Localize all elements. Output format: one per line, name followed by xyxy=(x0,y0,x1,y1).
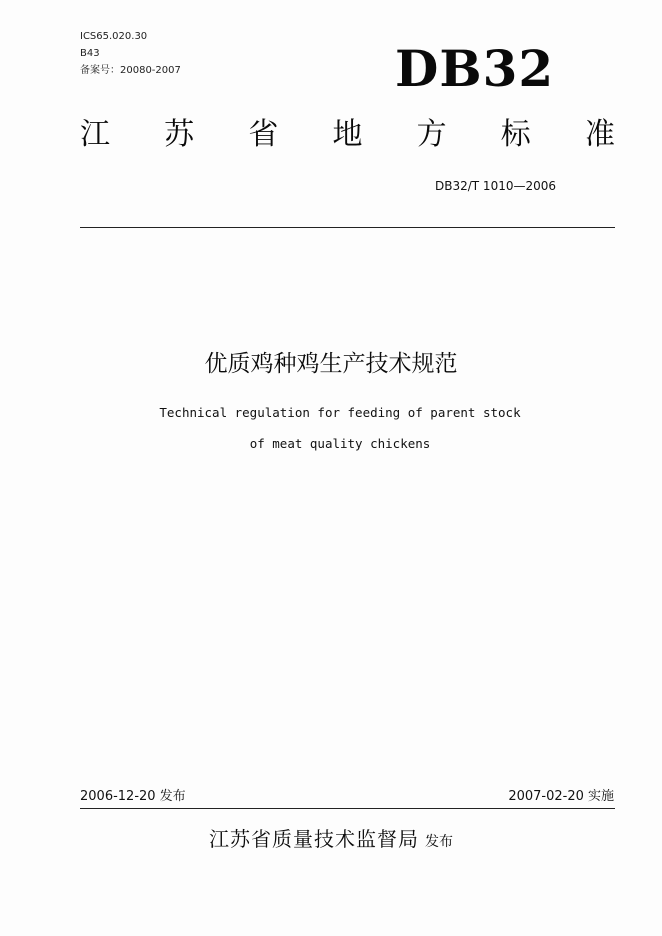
document-title-cn: 优质鸡种鸡生产技术规范 xyxy=(204,351,458,377)
publisher-verb: 发布 xyxy=(425,834,453,850)
title-char: 标 xyxy=(500,117,531,152)
title-char: 省 xyxy=(248,117,279,152)
publisher-name: 江苏省质量技术监督局 xyxy=(209,827,419,851)
title-char: 准 xyxy=(584,117,615,152)
standard-number: DB32/T 1010—2006 xyxy=(435,179,557,193)
bottom-divider xyxy=(80,808,615,809)
classification-code: B43 xyxy=(80,48,100,59)
title-char: 苏 xyxy=(164,117,195,152)
title-char: 方 xyxy=(416,117,447,152)
title-char: 江 xyxy=(80,117,110,152)
title-char: 地 xyxy=(332,117,363,152)
issue-date: 2006-12-20 发布 xyxy=(80,789,186,804)
document-title-en-line2: of meat quality chickens xyxy=(249,436,431,451)
top-divider xyxy=(80,227,615,228)
document-title-en-line1: Technical regulation for feeding of parent stock xyxy=(159,405,521,420)
standard-category-title xyxy=(80,113,615,157)
db32-logo: DB32 xyxy=(395,39,555,98)
implementation-date: 2007-02-20 实施 xyxy=(508,789,614,804)
ics-code: ICS65.020.30 xyxy=(80,31,148,42)
publisher-line xyxy=(0,823,662,858)
record-number: 备案号：20080-2007 xyxy=(80,65,181,76)
